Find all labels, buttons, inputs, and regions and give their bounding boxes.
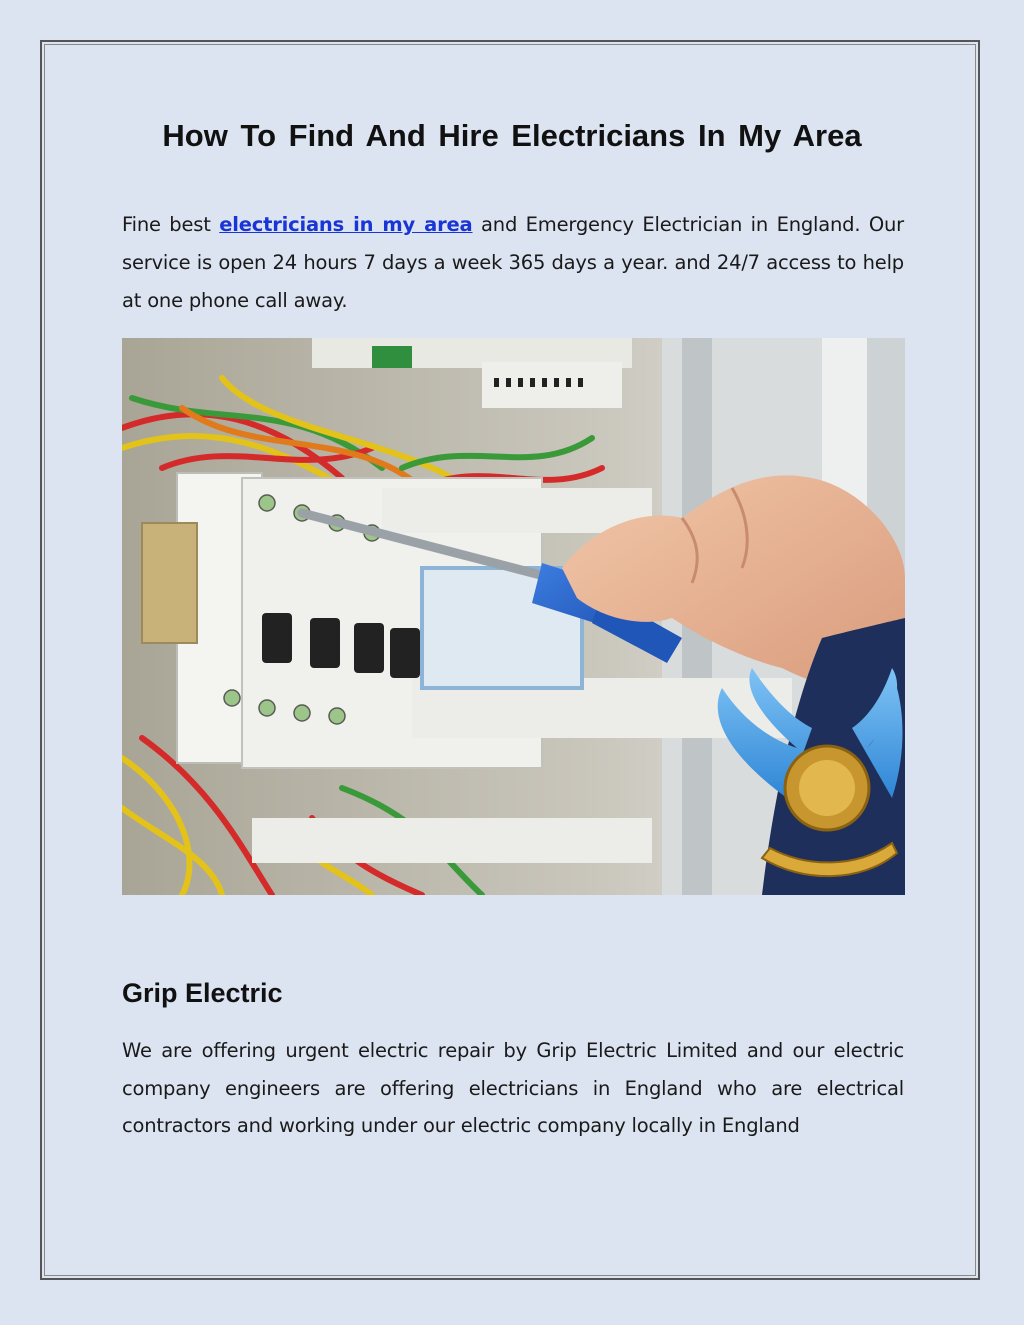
intro-text-start: Fine best [122,213,220,236]
intro-paragraph [122,206,904,320]
section-body: We are offering urgent electric repair by Grip Electric Limited and our electric company engineers are offering electricians in England who are electrical contractors and working under our electric company locally in England [122,1039,904,1137]
page-title: How To Find And Hire Electricians In My Area [162,118,862,153]
section-heading: Grip Electric [122,978,283,1008]
electrician-photo [122,338,905,895]
electricians-link[interactable]: electricians in my area [219,213,473,236]
intro-text-end: and Emergency Electrician in England. Our service is open 24 hours 7 days a week 365 days a year. and 24/7 access to help at one phone call away. [122,213,904,312]
